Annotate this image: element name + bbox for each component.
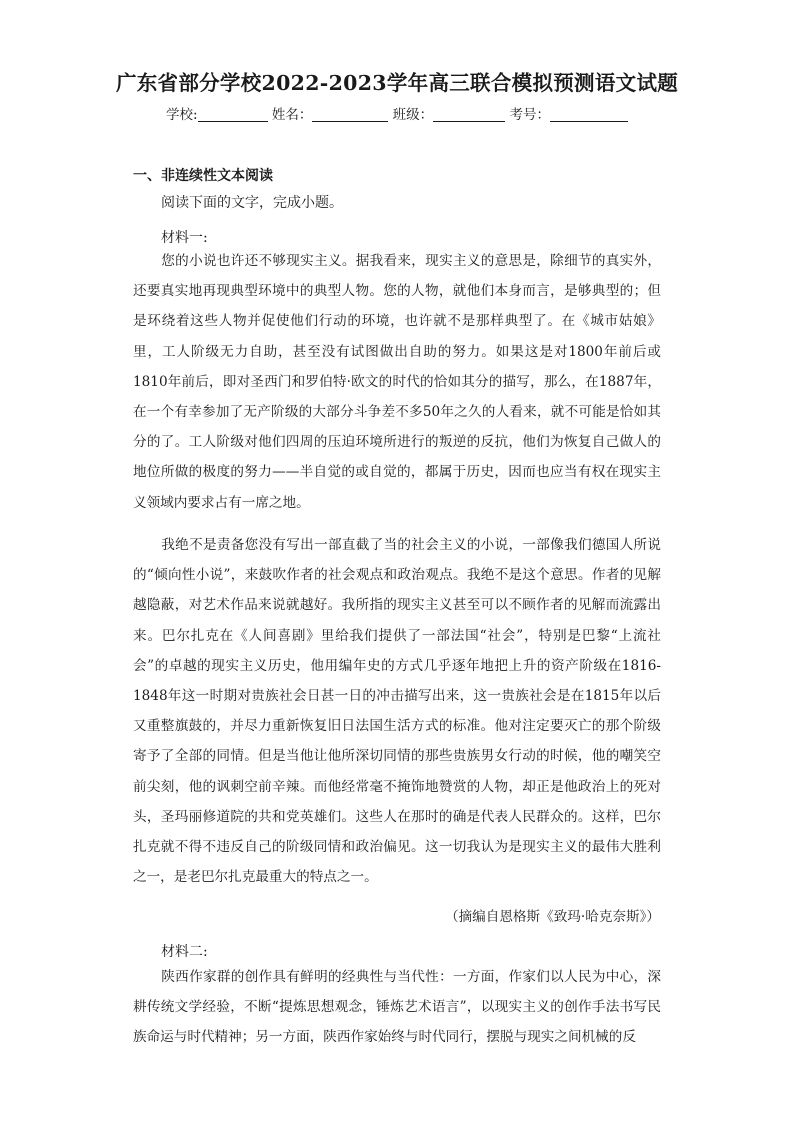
student-info-line [0, 103, 794, 123]
page-title: 广东省部分学校2022-2023学年高三联合模拟预测语文试题 [115, 71, 679, 95]
section-heading: 一、非连续性文本阅读 [133, 168, 273, 184]
paragraph-text: 我绝不是责备您没有写出一部直截了当的社会主义的小说，一部像我们德国人所说的“倾向性小说”，来鼓吹作者的社会观点和政治观点。我绝不是这个意思。作者的见解越隐蔽，对艺术作品来说就越好。我所指的现实主义甚至可以不顾作者的见解而流露出来。巴尔扎克在《人间喜剧》里给我们提供了一部法国“社会”，特别是巴黎“上流社会”的卓越的现实主义历史，他用编年史的方式几乎逐年地把上升的资产阶级在1816-1848年这一时期对贵族社会日甚一日的冲击描写出来，这一贵族社会是在1815年以后又重整旗鼓的，并尽力重新恢复旧日法国生活方式的标准。他对注定要灭亡的那个阶级寄予了全部的同情。但是当他让他所深切同情的那些贵族男女行动的时候，他的嘲笑空前尖刻，他的讽刺空前辛辣。而他经常毫不掩饰地赞赏的人物，却正是他政治上的死对头，圣玛丽修道院的共和党英雄们。这些人在那时的确是代表人民群众的。这样，巴尔扎克就不得不违反自己的阶级同情和政治偏见。这一切我认为是现实主义的最伟大胜利之一，是老巴尔扎克最重大的特点之一。 [133, 537, 661, 886]
school-label: 学校: [166, 107, 198, 123]
material-1-paragraph-1 [133, 246, 661, 518]
instruction-text: 阅读下面的文字，完成小题。 [161, 195, 343, 211]
class-label: 班级： [392, 107, 434, 123]
name-label: 姓名： [271, 107, 313, 123]
school-blank[interactable] [198, 107, 268, 122]
material-1-source: （摘编自恩格斯《致玛·哈克奈斯》） [444, 909, 660, 925]
material-1-paragraph-2 [133, 530, 661, 892]
exam-no-label: 考号： [509, 107, 550, 123]
name-blank[interactable] [312, 107, 388, 122]
exam-no-blank[interactable] [550, 107, 628, 122]
material-1-label: 材料一: [161, 230, 208, 246]
paragraph-text: 您的小说也许还不够现实主义。据我看来，现实主义的意思是，除细节的真实外，还要真实地再现典型环境中的典型人物。您的人物，就他们本身而言，是够典型的；但是环绕着这些人物并促使他们行动的环境，也许就不是那样典型了。在《城市姑娘》里，工人阶级无力自助，甚至没有试图做出自助的努力。如果这是对1800年前后或1810年前后，即对圣西门和罗伯特·欧文的时代的恰如其分的描写，那么，在1887年，在一个有幸参加了无产阶级的大部分斗争差不多50年之久的人看来，就不可能是恰如其分的了。工人阶级对他们四周的压迫环境所进行的叛逆的反抗，他们为恢复自己做人的地位所做的极度的努力——半自觉的或自觉的，都属于历史，因而也应当有权在现实主义领域内要求占有一席之地。 [133, 253, 661, 511]
material-2-label: 材料二: [161, 944, 208, 960]
class-blank[interactable] [433, 107, 505, 122]
material-2-paragraph-1 [133, 962, 661, 1053]
paragraph-text: 陕西作家群的创作具有鲜明的经典性与当代性：一方面，作家们以人民为中心，深耕传统文学经验，不断“提炼思想观念，锤炼艺术语言”，以现实主义的创作手法书写民族命运与时代精神；另一方面，陕西作家始终与时代同行，摆脱与现实之间机械的反 [133, 969, 661, 1046]
